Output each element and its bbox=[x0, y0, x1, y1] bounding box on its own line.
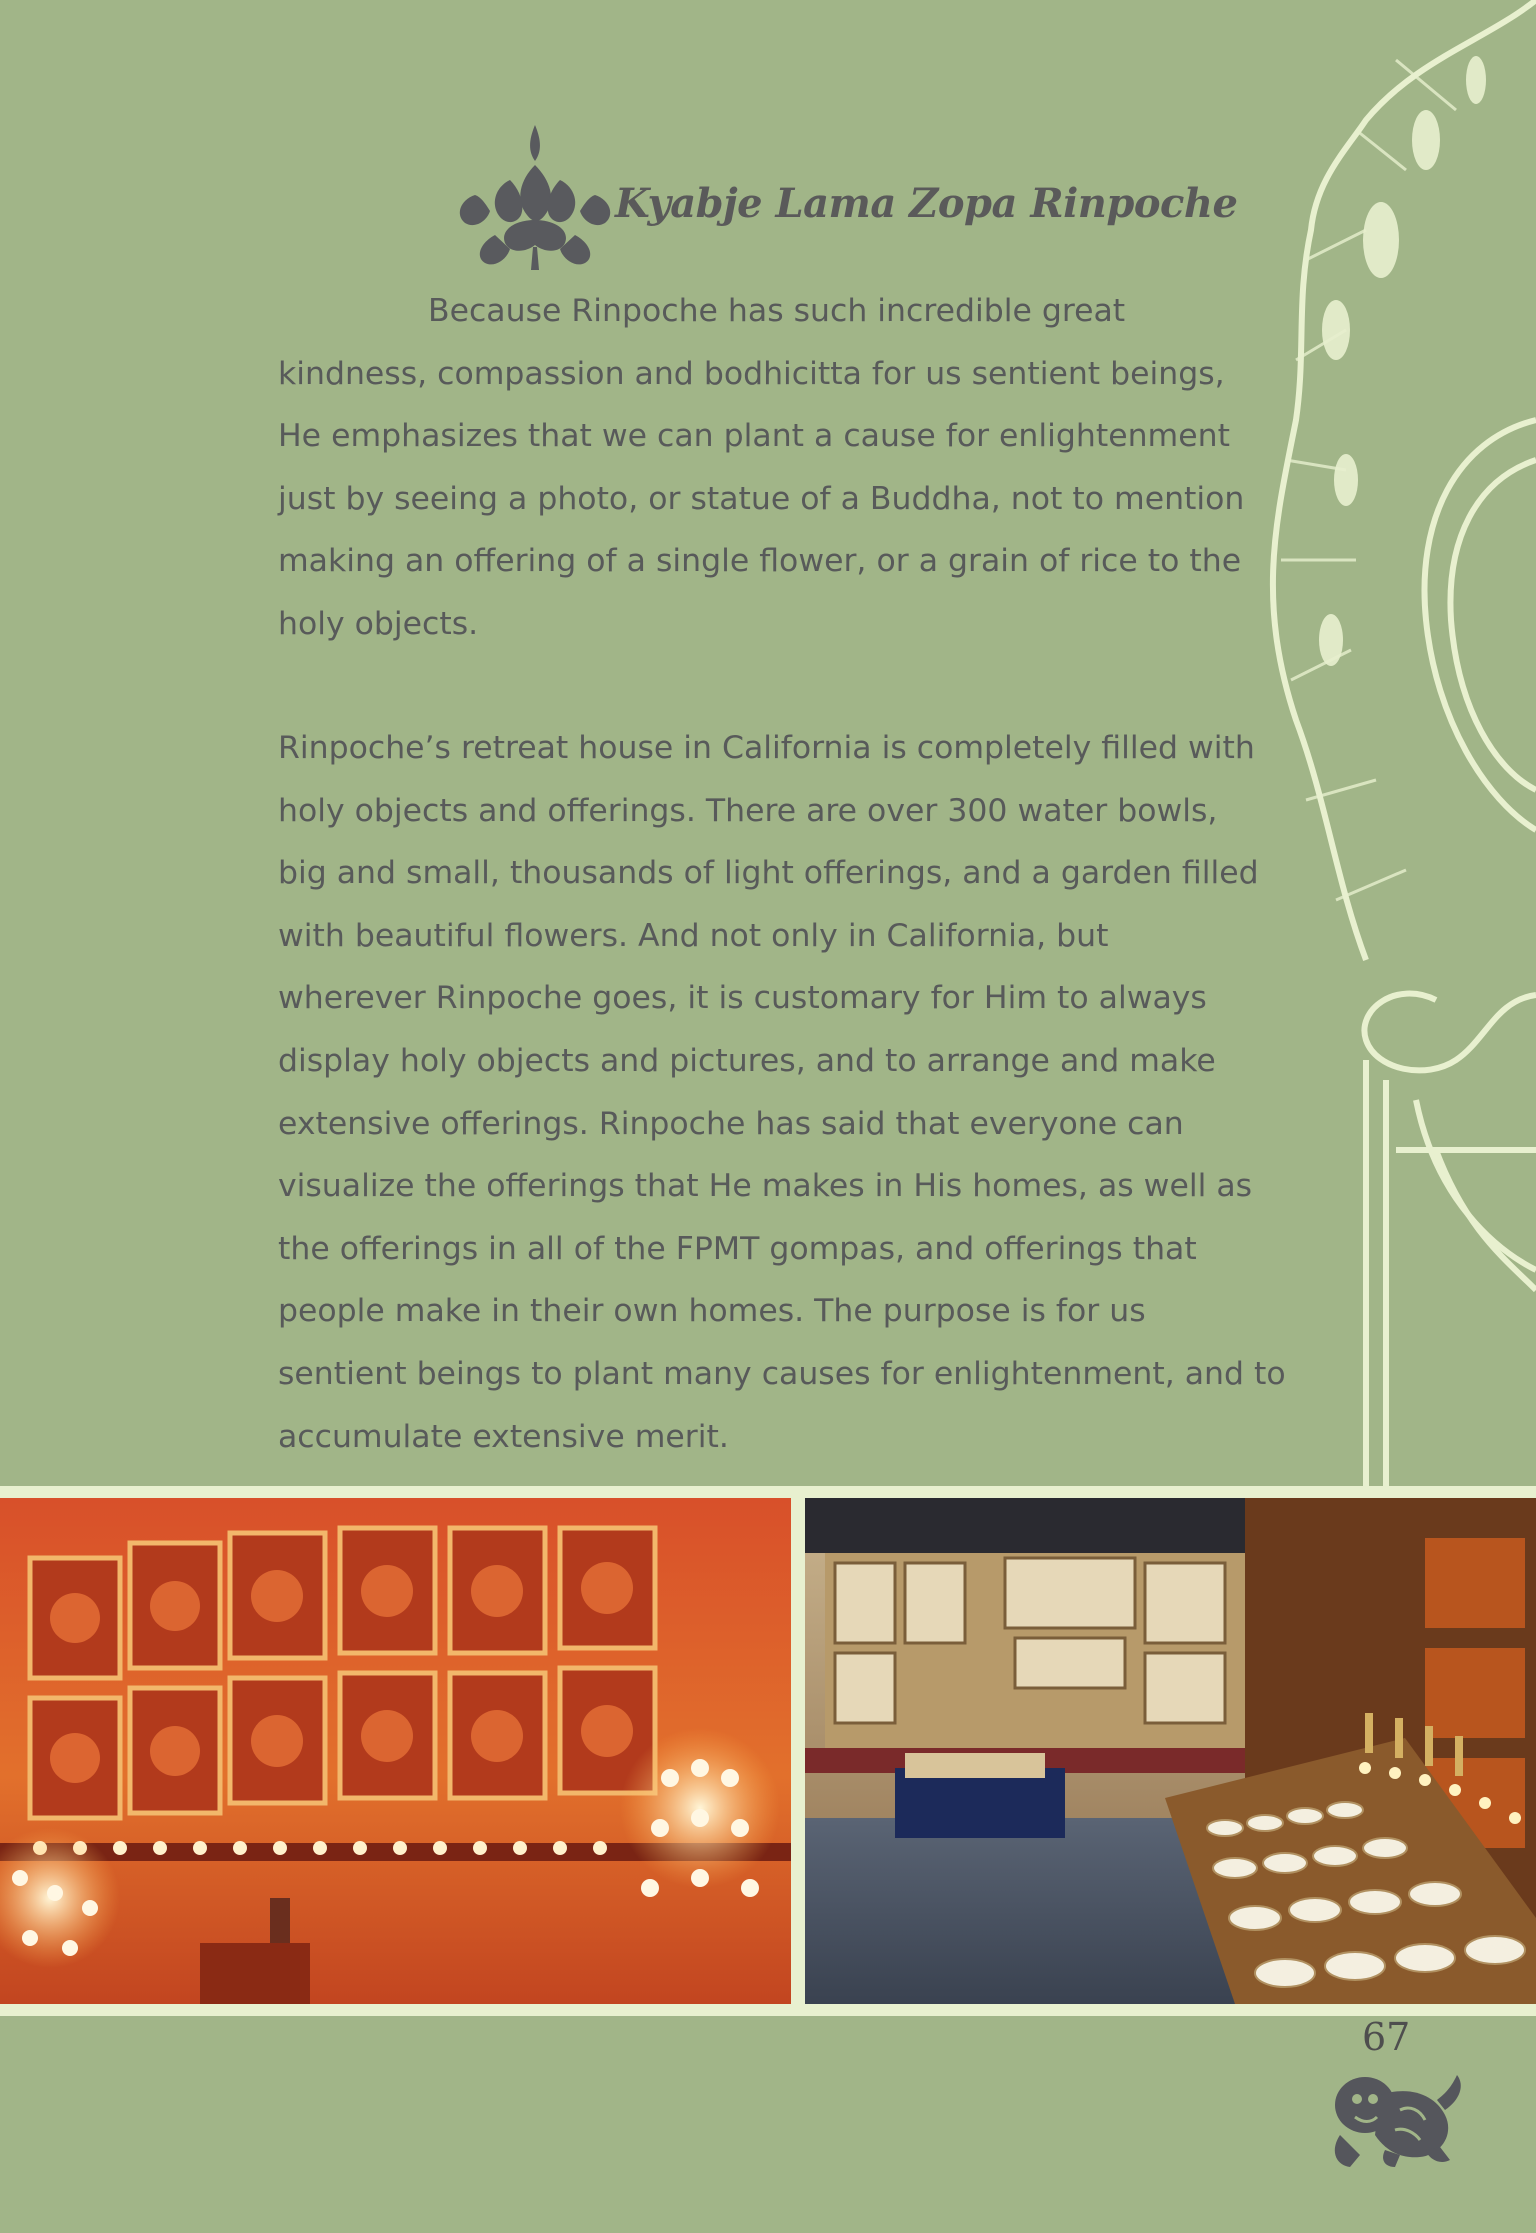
text-line: making an offering of a single flower, or a grain of rice to the bbox=[278, 543, 1242, 580]
lotus-flower-icon bbox=[455, 125, 615, 270]
text-line: display holy objects and pictures, and to arrange and make bbox=[278, 1042, 1216, 1079]
text-line: wherever Rinpoche goes, it is customary for Him to always bbox=[278, 980, 1207, 1017]
text-line: the offerings in all of the FPMT gompas, and offerings that bbox=[278, 1230, 1197, 1267]
text-line: sentient beings to plant many causes for enlightenment, and to bbox=[278, 1355, 1286, 1392]
page-title: Kyabje Lama Zopa Rinpoche bbox=[615, 180, 1238, 227]
paragraph-1 bbox=[278, 280, 1298, 656]
text-line: visualize the offerings that He makes in His homes, as well as bbox=[278, 1168, 1253, 1205]
divider-top bbox=[0, 1486, 1536, 1498]
text-line: with beautiful flowers. And not only in California, but bbox=[278, 917, 1109, 954]
shrine-photo-left bbox=[0, 1498, 791, 2004]
text-line: people make in their own homes. The purpose is for us bbox=[278, 1293, 1146, 1330]
text-line: big and small, thousands of light offerings, and a garden filled bbox=[278, 855, 1259, 892]
text-line: Rinpoche’s retreat house in California is completely filled with bbox=[278, 730, 1255, 766]
retreat-room-photo-right bbox=[805, 1498, 1536, 2004]
text-line: He emphasizes that we can plant a cause for enlightenment bbox=[278, 418, 1230, 455]
divider-bottom bbox=[0, 2004, 1536, 2016]
text-line: holy objects and offerings. There are over 300 water bowls, bbox=[278, 792, 1218, 829]
text-line: extensive offerings. Rinpoche has said that everyone can bbox=[278, 1105, 1184, 1142]
photo-divider bbox=[791, 1498, 805, 2004]
page-number: 67 bbox=[1362, 2015, 1411, 2059]
text-line: holy objects. bbox=[278, 605, 479, 642]
text-line: accumulate extensive merit. bbox=[278, 1418, 729, 1455]
header bbox=[455, 125, 1238, 270]
paragraph-2 bbox=[278, 717, 1298, 1468]
text-line: Because Rinpoche has such incredible great bbox=[428, 293, 1126, 329]
text-line: just by seeing a photo, or statue of a Buddha, not to mention bbox=[278, 480, 1245, 517]
text-line: kindness, compassion and bodhicitta for us sentient beings, bbox=[278, 355, 1225, 392]
snow-lion-icon bbox=[1325, 2055, 1465, 2170]
